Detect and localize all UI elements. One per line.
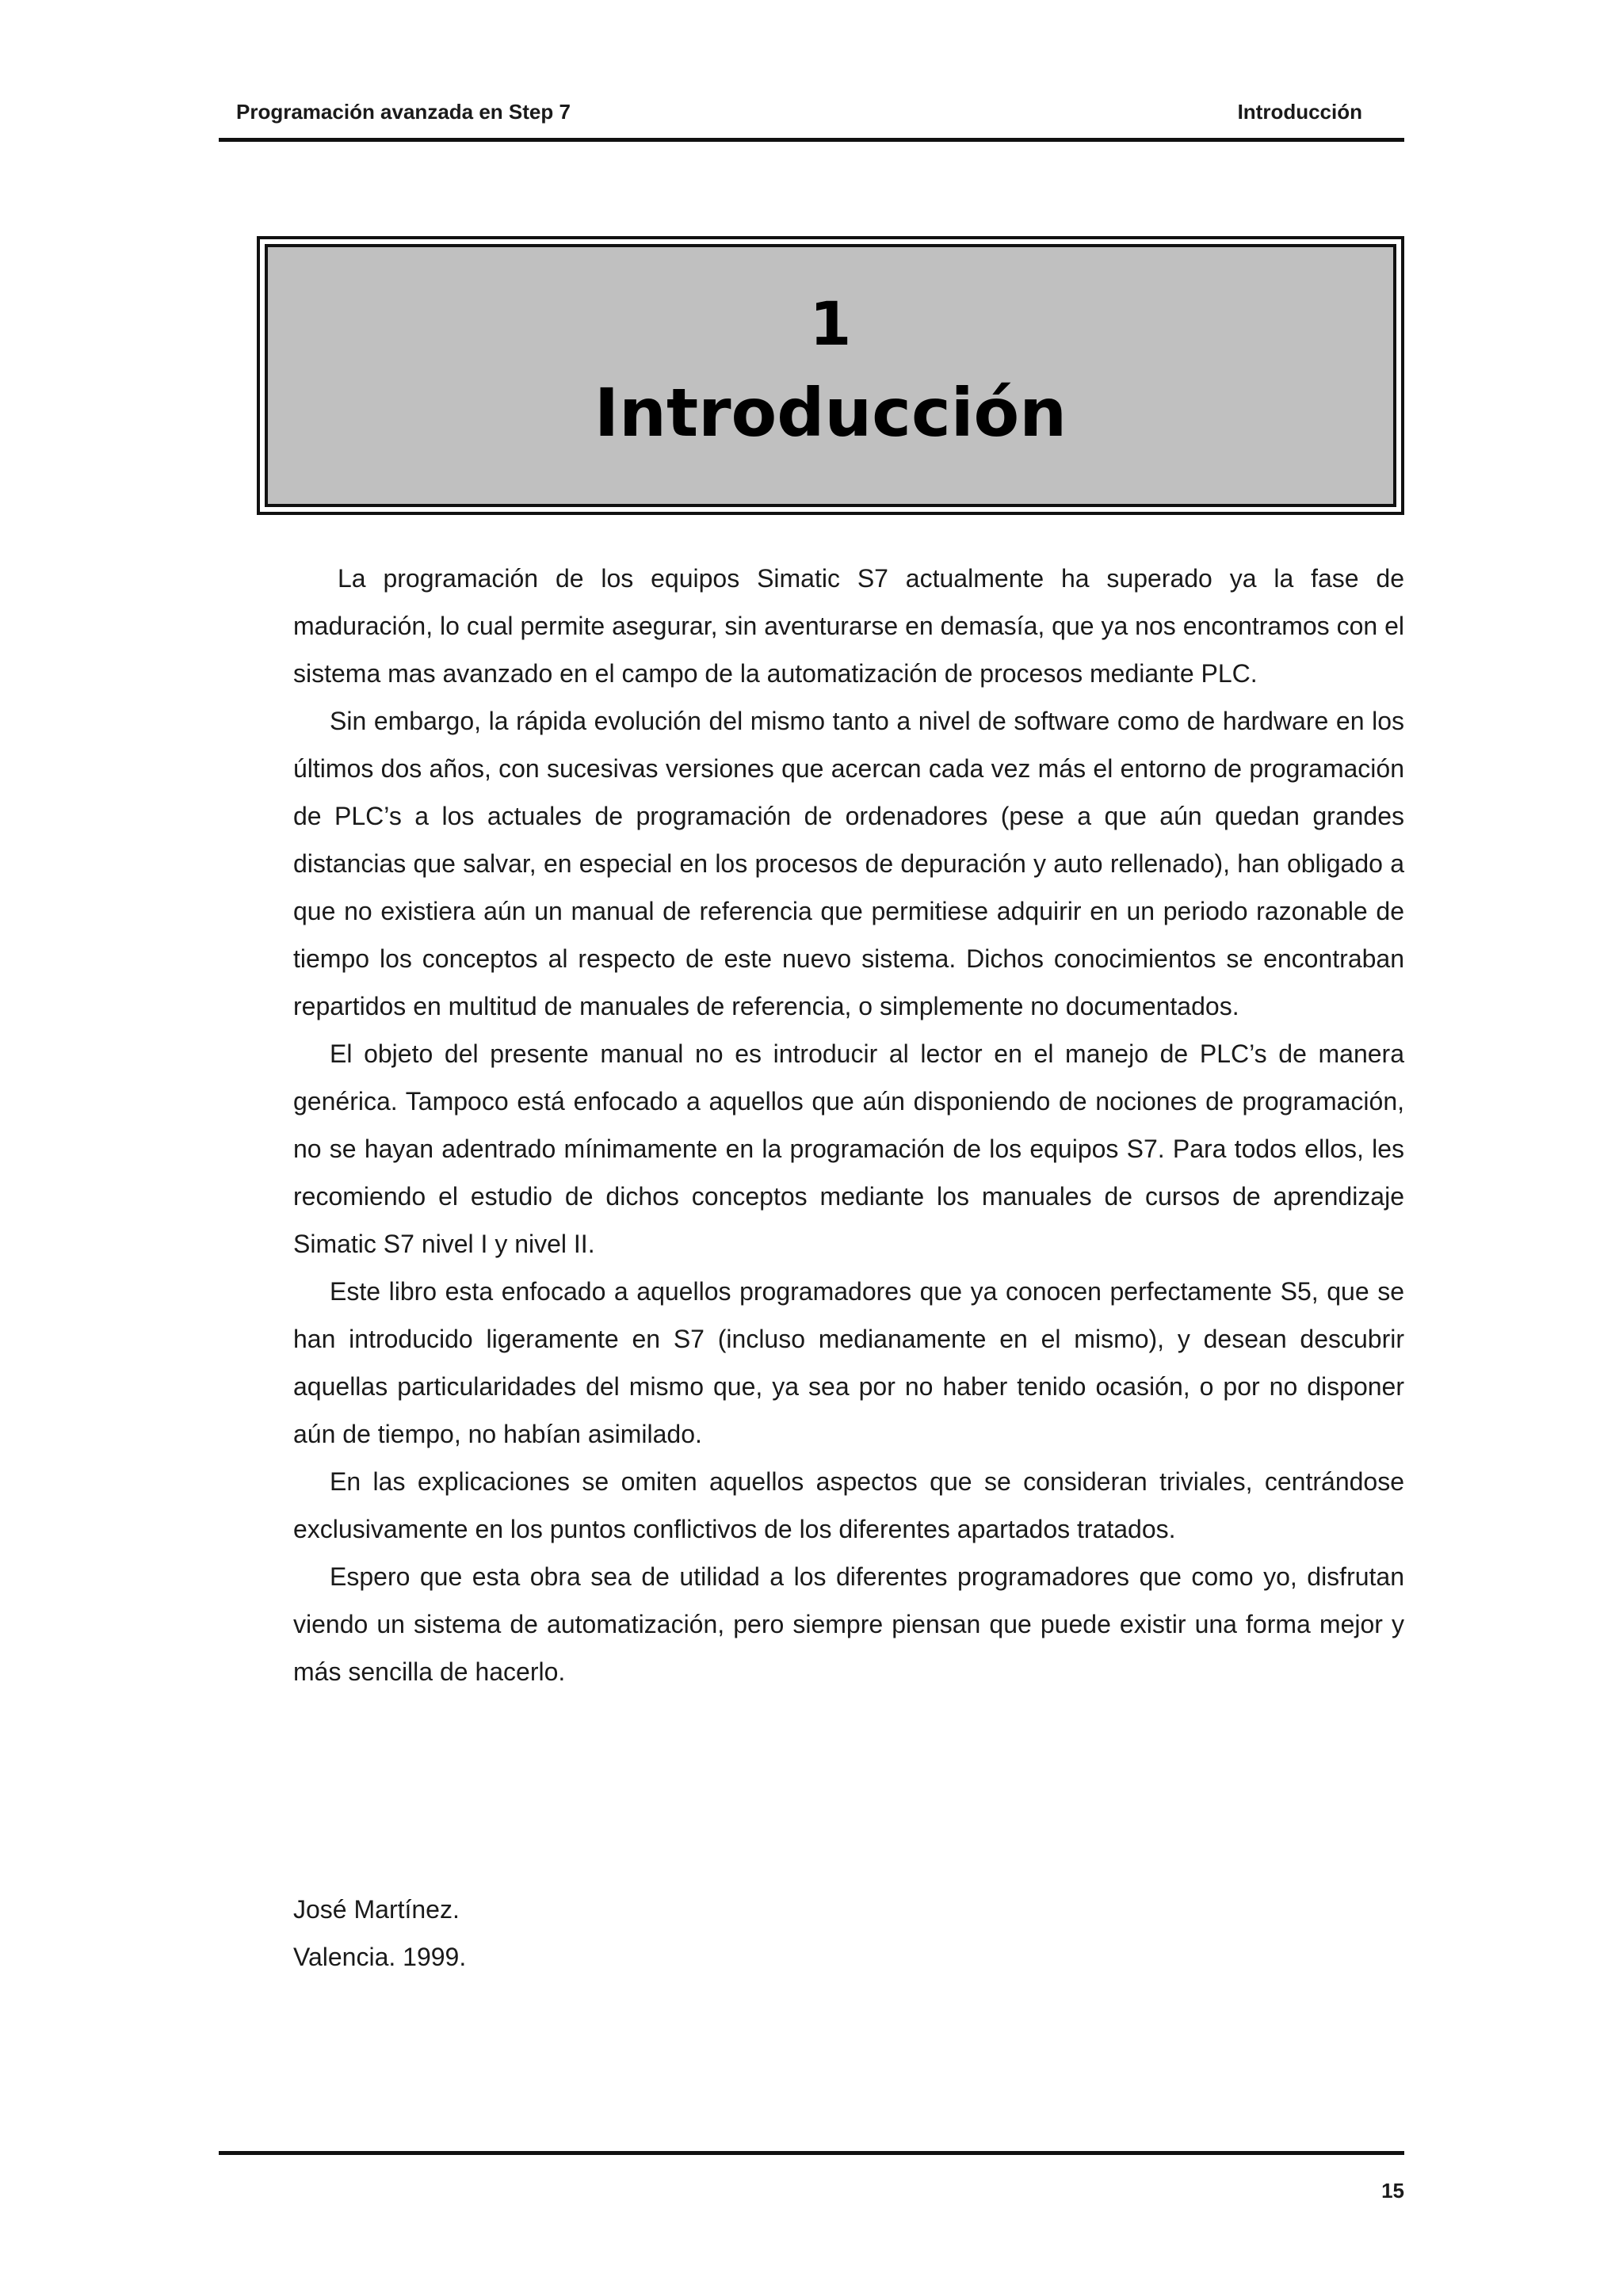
header-rule bbox=[219, 138, 1404, 142]
paragraph: En las explicaciones se omiten aquellos aspectos que se consideran triviales, centrándose exclusivamente en los puntos conflictivos de los diferentes apartados tratados. bbox=[293, 1467, 1404, 1543]
paragraph: Este libro esta enfocado a aquellos programadores que ya conocen perfectamente S5, que se han introducido ligeramente en S7 (incluso medianamente en el mismo), y desean descubrir aquellas particularidades del mismo que, ya sea por no haber tenido ocasión, o por no disponer aún de tiempo, no habían asimilado. bbox=[293, 1277, 1404, 1448]
signature-author: José Martínez. bbox=[293, 1895, 460, 1924]
header-chapter-name: Introducción bbox=[1237, 100, 1362, 124]
signature-place-date: Valencia. 1999. bbox=[293, 1943, 467, 1971]
running-header bbox=[219, 97, 1404, 125]
header-book-title: Programación avanzada en Step 7 bbox=[236, 100, 571, 124]
signature bbox=[293, 1886, 466, 1981]
chapter-number: 1 bbox=[809, 288, 852, 359]
chapter-title-box bbox=[257, 236, 1404, 515]
paragraph: El objeto del presente manual no es introducir al lector en el manejo de PLC’s de manera genérica. Tampoco está enfocado a aquellos que aún disponiendo de nociones de programación, no se hayan adentrado mínimamente en la programación de los equipos S7. Para todos ellos, les recomiendo el estudio de dichos conceptos mediante los manuales de cursos de aprendizaje Simatic S7 nivel I y nivel II. bbox=[293, 1039, 1404, 1258]
paragraph: Espero que esta obra sea de utilidad a los diferentes programadores que como yo, disfrutan viendo un sistema de automatización, pero siempre piensan que puede existir una forma mejor y más sencilla de hacerlo. bbox=[293, 1562, 1404, 1686]
body-text bbox=[293, 555, 1404, 1695]
paragraph: Sin embargo, la rápida evolución del mismo tanto a nivel de software como de hardware en los últimos dos años, con sucesivas versiones que acercan cada vez más el entorno de programación de PLC’s a los actuales de programación de ordenadores (pese a que aún quedan grandes distancias que salvar, en especial en los procesos de depuración y auto rellenado), han obligado a que no existiera aún un manual de referencia que permitiese adquirir en un periodo razonable de tiempo los conceptos al respecto de este nuevo sistema. Dichos conocimientos se encontraban repartidos en multitud de manuales de referencia, o simplemente no documentados. bbox=[293, 707, 1404, 1020]
page-number: 15 bbox=[1381, 2179, 1404, 2203]
chapter-title-box-inner bbox=[265, 244, 1396, 507]
footer-rule bbox=[219, 2151, 1404, 2155]
chapter-title: Introducción bbox=[594, 374, 1067, 452]
paragraph: La programación de los equipos Simatic S7 actualmente ha superado ya la fase de maduración, lo cual permite asegurar, sin aventurarse en demasía, que ya nos encontramos con el sistema mas avanzado en el campo de la automatización de procesos mediante PLC. bbox=[293, 564, 1404, 688]
